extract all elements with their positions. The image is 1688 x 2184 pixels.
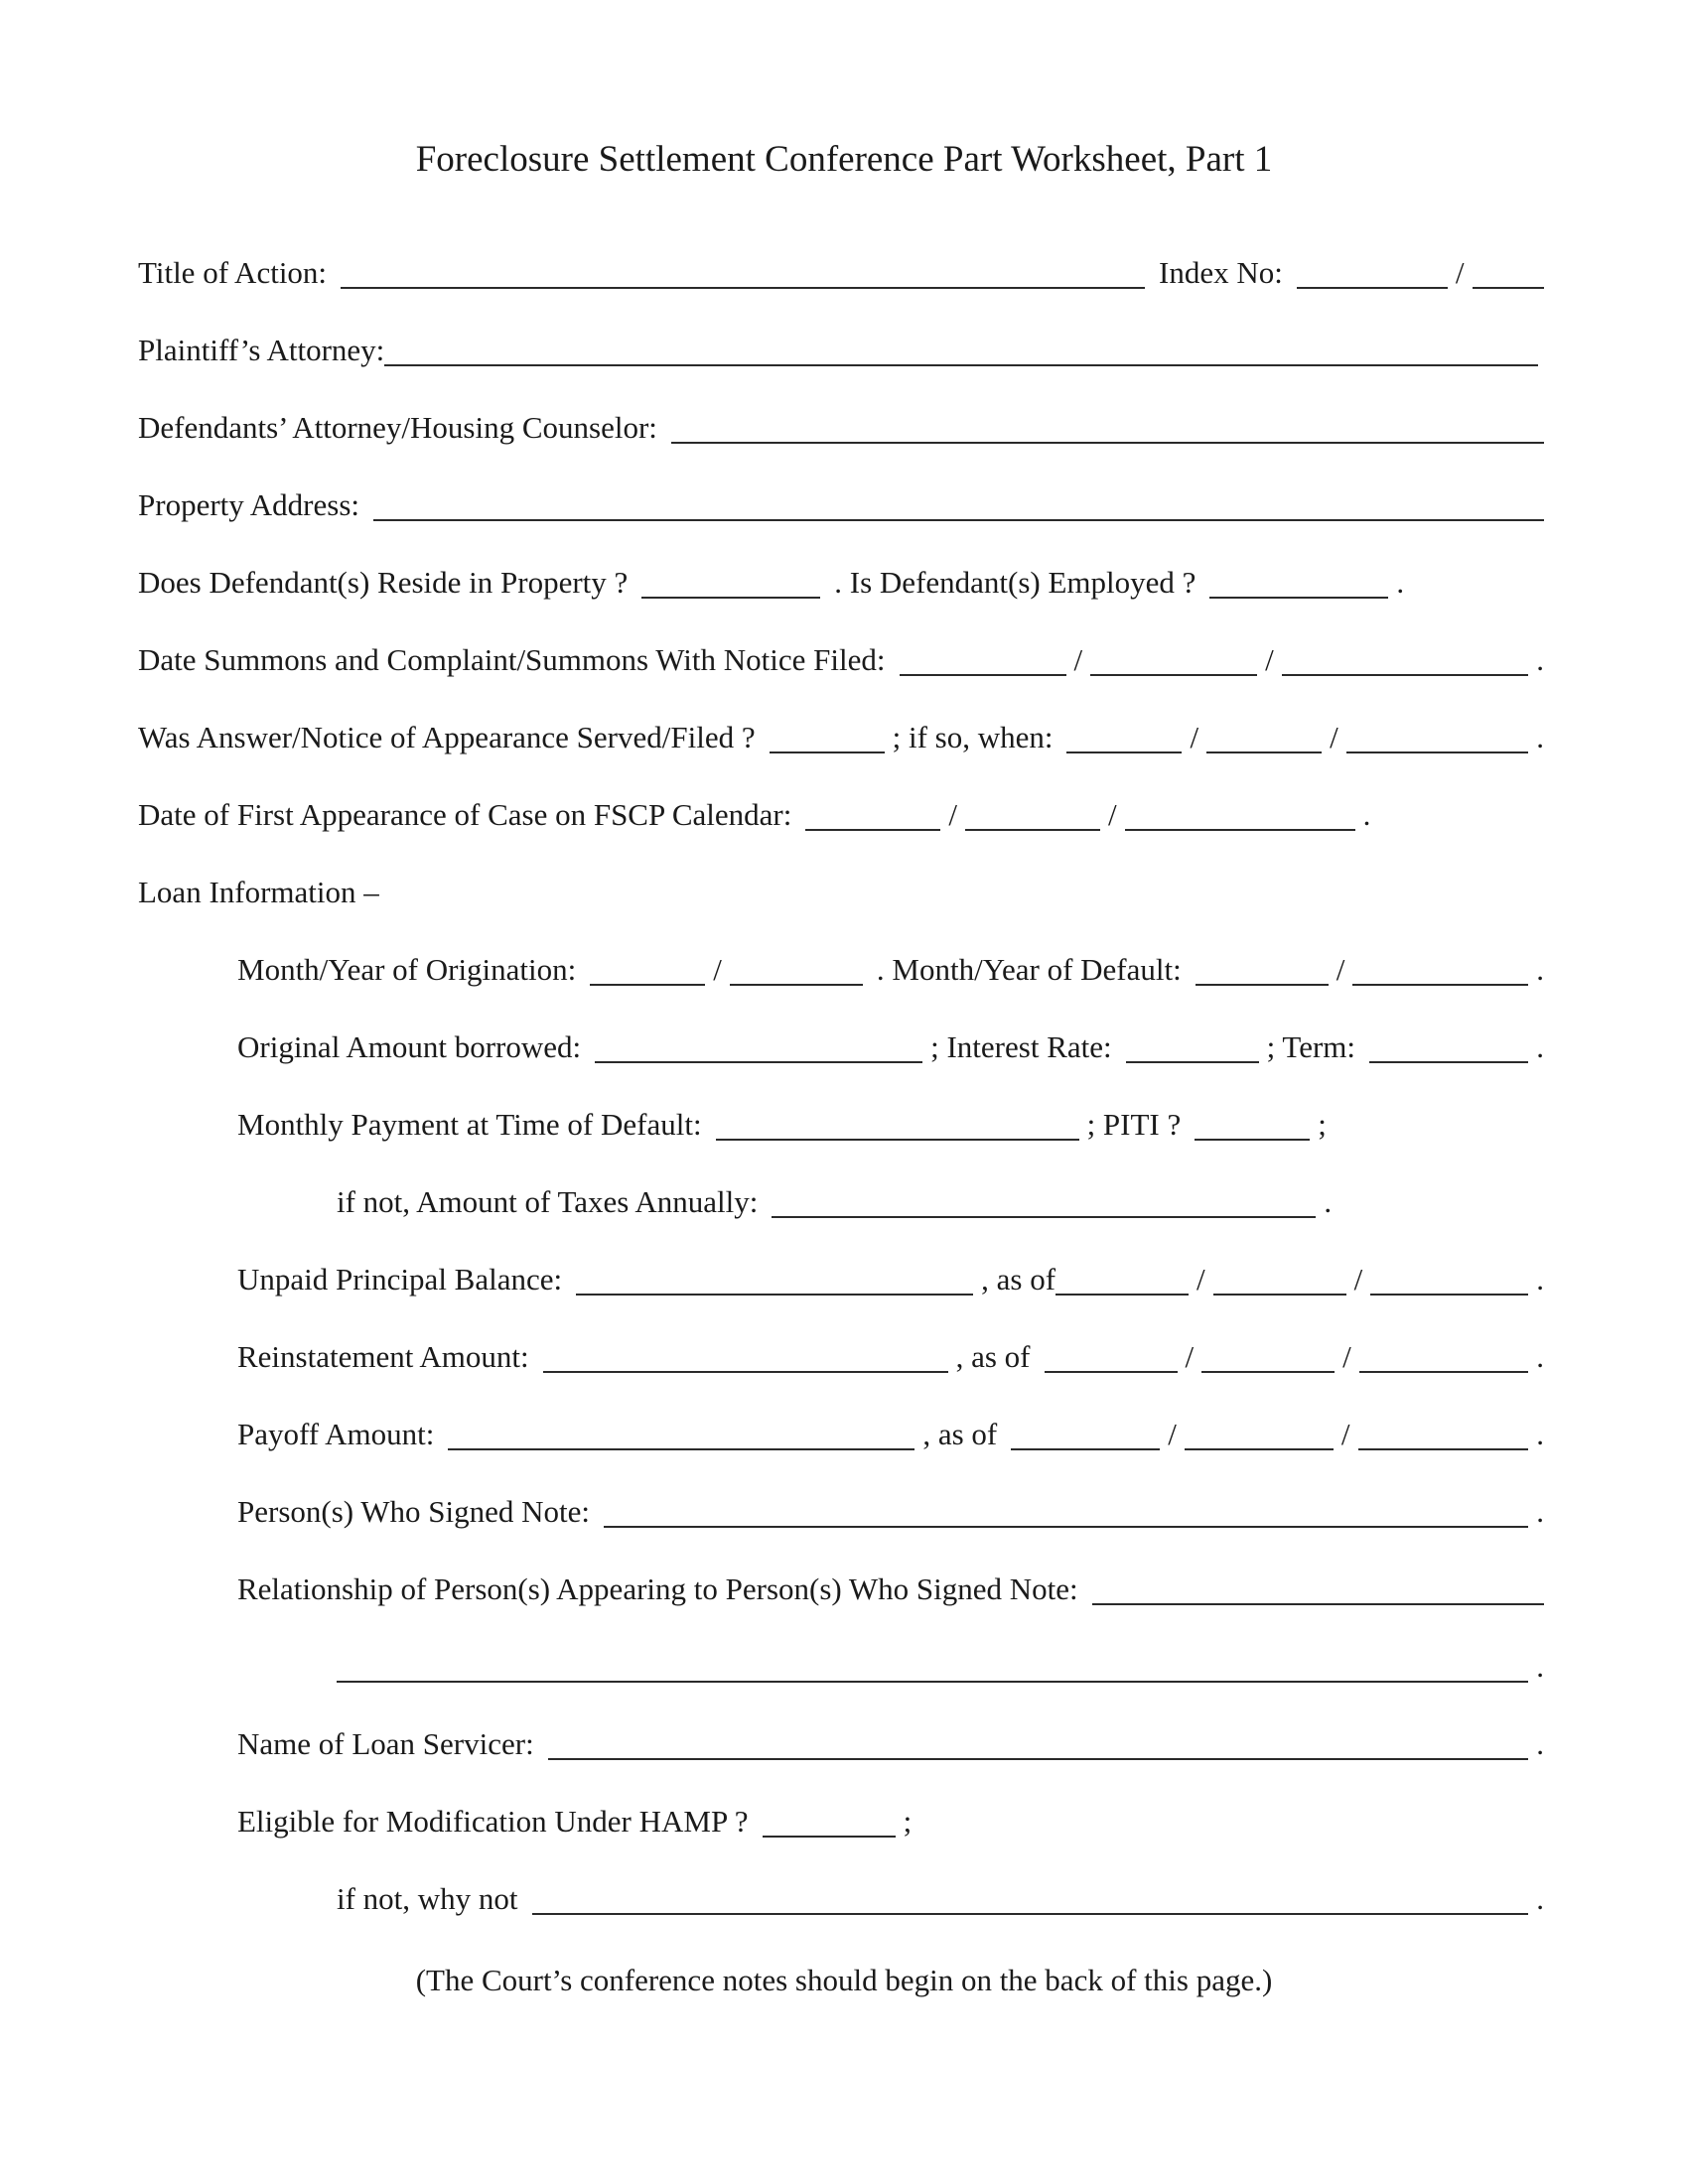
payoff-label: Payoff Amount: — [237, 1417, 435, 1451]
row-loan-servicer — [237, 1722, 1544, 1764]
payoff-day-field[interactable] — [1185, 1417, 1334, 1450]
signed-note-label: Person(s) Who Signed Note: — [237, 1494, 591, 1529]
amount-rate-term-end: . — [1536, 1029, 1544, 1064]
first-appearance-day-field[interactable] — [965, 797, 1100, 831]
hamp-end: ; — [903, 1804, 913, 1839]
default-month-field[interactable] — [1196, 952, 1329, 986]
row-taxes — [337, 1180, 1544, 1222]
payoff-field[interactable] — [448, 1417, 914, 1450]
row-first-appearance — [138, 793, 1544, 835]
loan-servicer-field[interactable] — [548, 1726, 1529, 1760]
signed-note-end: . — [1536, 1494, 1544, 1529]
monthly-payment-end: ; — [1318, 1107, 1327, 1142]
reside-field[interactable] — [641, 565, 820, 599]
why-not-label: if not, why not — [337, 1881, 518, 1916]
unpaid-principal-sep-2: / — [1353, 1262, 1363, 1297]
defendants-attorney-field[interactable] — [671, 410, 1544, 444]
monthly-payment-field[interactable] — [716, 1107, 1079, 1141]
reinstatement-label: Reinstatement Amount: — [237, 1339, 529, 1374]
taxes-field[interactable] — [772, 1184, 1316, 1218]
row-unpaid-principal — [237, 1258, 1544, 1299]
row-amount-rate-term — [237, 1025, 1544, 1067]
page-title: Foreclosure Settlement Conference Part Worksheet, Part 1 — [415, 139, 1273, 180]
first-appearance-end: . — [1362, 797, 1371, 832]
answer-served-end: . — [1536, 720, 1544, 754]
date-summons-sep-1: / — [1073, 642, 1083, 677]
reinstatement-month-field[interactable] — [1045, 1339, 1178, 1373]
date-summons-sep-2: / — [1265, 642, 1274, 677]
hamp-field[interactable] — [763, 1804, 896, 1838]
title-of-action-field[interactable] — [341, 255, 1145, 289]
origination-default-end: . — [1536, 952, 1544, 987]
reinstatement-end: . — [1536, 1339, 1544, 1374]
default-year-field[interactable] — [1352, 952, 1528, 986]
index-no-field[interactable] — [1297, 255, 1448, 289]
defendants-attorney-label: Defendants’ Attorney/Housing Counselor: — [138, 410, 657, 445]
interest-rate-field[interactable] — [1126, 1029, 1259, 1063]
why-not-end: . — [1536, 1881, 1544, 1916]
employed-field[interactable] — [1209, 565, 1388, 599]
row-reinstatement — [237, 1335, 1544, 1377]
row-loan-information — [138, 871, 1544, 912]
original-amount-field[interactable] — [595, 1029, 922, 1063]
hamp-label: Eligible for Modification Under HAMP ? — [237, 1804, 749, 1839]
first-appearance-year-field[interactable] — [1125, 797, 1355, 831]
payoff-as-of-label: , as of — [922, 1417, 998, 1451]
original-amount-label: Original Amount borrowed: — [237, 1029, 582, 1064]
plaintiff-attorney-field[interactable] — [384, 333, 1538, 366]
term-field[interactable] — [1369, 1029, 1528, 1063]
default-sep: / — [1336, 952, 1345, 987]
payoff-end: . — [1536, 1417, 1544, 1451]
payoff-month-field[interactable] — [1011, 1417, 1160, 1450]
row-title-of-action — [138, 251, 1544, 293]
piti-label: ; PITI ? — [1086, 1107, 1182, 1142]
unpaid-principal-day-field[interactable] — [1213, 1262, 1346, 1296]
row-signed-note — [237, 1490, 1544, 1532]
row-why-not — [337, 1877, 1544, 1919]
payoff-sep-1: / — [1168, 1417, 1177, 1451]
why-not-field[interactable] — [532, 1881, 1529, 1915]
unpaid-principal-as-of-label: , as of — [981, 1262, 1056, 1297]
row-hamp — [237, 1800, 1544, 1842]
date-summons-month-field[interactable] — [900, 642, 1066, 676]
index-no-year-field[interactable] — [1473, 255, 1544, 289]
row-payoff — [237, 1413, 1544, 1454]
relationship-field-line-2[interactable] — [337, 1649, 1528, 1683]
reinstatement-day-field[interactable] — [1201, 1339, 1335, 1373]
reside-label: Does Defendant(s) Reside in Property ? — [138, 565, 629, 600]
answer-when-year-field[interactable] — [1346, 720, 1529, 753]
row-relationship-cont — [337, 1645, 1544, 1687]
index-no-label: Index No: — [1159, 255, 1283, 290]
row-relationship — [237, 1568, 1544, 1609]
title-of-action-label: Title of Action: — [138, 255, 328, 290]
row-answer-served — [138, 716, 1544, 757]
row-defendants-attorney — [138, 406, 1544, 448]
answer-served-label: Was Answer/Notice of Appearance Served/Filed ? — [138, 720, 756, 754]
unpaid-principal-sep-1: / — [1196, 1262, 1205, 1297]
origination-year-field[interactable] — [730, 952, 863, 986]
monthly-payment-label: Monthly Payment at Time of Default: — [237, 1107, 702, 1142]
loan-servicer-end: . — [1536, 1726, 1544, 1761]
loan-information-heading: Loan Information – — [138, 875, 379, 909]
reinstatement-sep-1: / — [1185, 1339, 1195, 1374]
unpaid-principal-year-field[interactable] — [1370, 1262, 1528, 1296]
interest-rate-label: ; Interest Rate: — [930, 1029, 1112, 1064]
taxes-label: if not, Amount of Taxes Annually: — [337, 1184, 759, 1219]
origination-month-field[interactable] — [590, 952, 705, 986]
first-appearance-sep-1: / — [948, 797, 957, 832]
payoff-sep-2: / — [1340, 1417, 1350, 1451]
plaintiff-attorney-label: Plaintiff’s Attorney: — [138, 333, 385, 367]
date-summons-year-field[interactable] — [1282, 642, 1529, 676]
date-summons-day-field[interactable] — [1090, 642, 1257, 676]
row-reside-employed — [138, 561, 1544, 603]
origination-sep: / — [713, 952, 722, 987]
piti-field[interactable] — [1195, 1107, 1310, 1141]
employed-end: . — [1396, 565, 1405, 600]
row-plaintiff-attorney — [138, 329, 1544, 370]
index-no-separator: / — [1455, 255, 1465, 290]
property-address-field[interactable] — [373, 487, 1544, 521]
unpaid-principal-label: Unpaid Principal Balance: — [237, 1262, 563, 1297]
row-property-address — [138, 483, 1544, 525]
date-summons-end: . — [1536, 642, 1544, 677]
first-appearance-sep-2: / — [1107, 797, 1117, 832]
unpaid-principal-field[interactable] — [576, 1262, 973, 1296]
answer-served-field[interactable] — [770, 720, 885, 753]
row-origination-default — [237, 948, 1544, 990]
reinstatement-field[interactable] — [543, 1339, 948, 1373]
unpaid-principal-month-field[interactable] — [1055, 1262, 1189, 1296]
first-appearance-label: Date of First Appearance of Case on FSCP Calendar: — [138, 797, 792, 832]
reinstatement-as-of-label: , as of — [955, 1339, 1031, 1374]
row-date-summons — [138, 638, 1544, 680]
answer-when-label: ; if so, when: — [892, 720, 1054, 754]
relationship-label: Relationship of Person(s) Appearing to Person(s) Who Signed Note: — [237, 1571, 1078, 1606]
row-monthly-payment — [237, 1103, 1544, 1145]
property-address-label: Property Address: — [138, 487, 360, 522]
answer-when-sep-2: / — [1330, 720, 1338, 754]
payoff-year-field[interactable] — [1358, 1417, 1529, 1450]
loan-servicer-label: Name of Loan Servicer: — [237, 1726, 534, 1761]
signed-note-field[interactable] — [604, 1494, 1528, 1528]
first-appearance-month-field[interactable] — [805, 797, 940, 831]
relationship-field[interactable] — [1092, 1571, 1544, 1605]
reinstatement-year-field[interactable] — [1359, 1339, 1528, 1373]
answer-when-day-field[interactable] — [1206, 720, 1322, 753]
taxes-end: . — [1324, 1184, 1333, 1219]
answer-when-sep-1: / — [1190, 720, 1199, 754]
reinstatement-sep-2: / — [1342, 1339, 1351, 1374]
term-label: ; Term: — [1266, 1029, 1356, 1064]
unpaid-principal-end: . — [1536, 1262, 1544, 1297]
date-summons-label: Date Summons and Complaint/Summons With Notice Filed: — [138, 642, 886, 677]
relationship-end: . — [1536, 1649, 1544, 1684]
origination-label: Month/Year of Origination: — [237, 952, 577, 987]
default-label: . Month/Year of Default: — [876, 952, 1182, 987]
answer-when-month-field[interactable] — [1066, 720, 1182, 753]
footer-note: (The Court’s conference notes should begin on the back of this page.) — [415, 1963, 1273, 1997]
employed-label: . Is Defendant(s) Employed ? — [834, 565, 1196, 600]
